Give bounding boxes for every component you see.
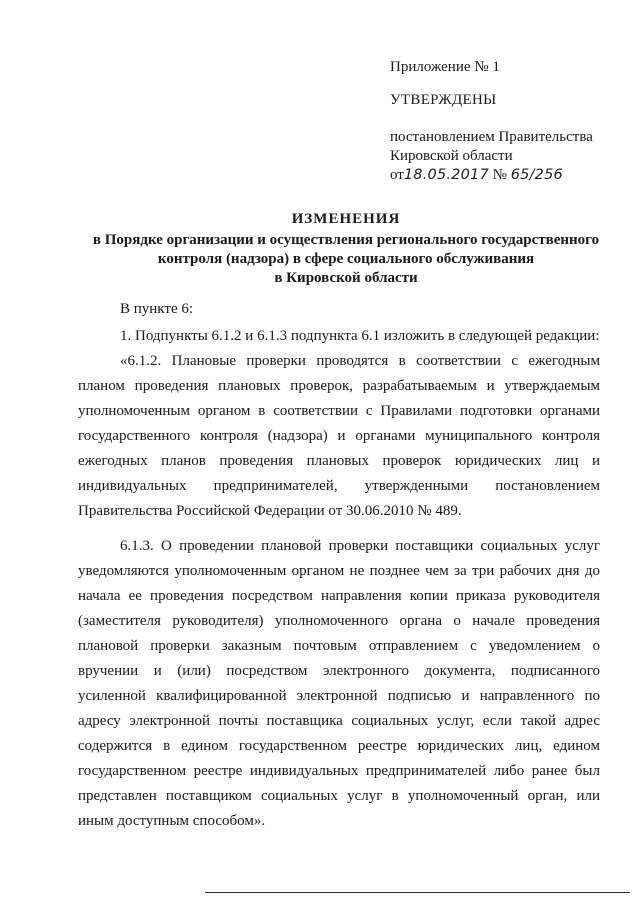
approved-label: УТВЕРЖДЕНЫ bbox=[390, 92, 497, 108]
subpoint-6-1-2-paragraph: «6.1.2. Плановые проверки проводятся в соответствии с ежегодным планом проведения плановых проверок, разрабатываемым и утверждаемым уполномоченным органом в соответствии с Правилами подготовки органами государственного контроля (надзора) и органами муниципального контроля ежегодных планов проведения плановых проверок юридических лиц и индивидуальных предпринимателей, утвержденными постановлением Правительства Российской Федерации от 30.06.2010 № 489. bbox=[78, 353, 600, 519]
document-heading bbox=[78, 210, 614, 288]
subpoint-6-1-3-paragraph: 6.1.3. О проведении плановой проверки поставщики социальных услуг уведомляются уполномоченным органом не позднее чем за три рабочих дня до начала ее проведения посредством направления копии приказа руководителя (заместителя руководителя) уполномоченного органа о начале проведения плановой проверки заказным почтовым отправлением с уведомлением о вручении и (или) посредством электронного документа, подписанного усиленной квалифицированной электронной подписью и направленного по адресу электронной почты поставщика социальных услуг, если такой адрес содержится в едином государственном реестре юридических лиц, едином государственном реестре индивидуальных предпринимателей либо ранее был представлен поставщиком социальных услуг в уполномоченный орган, или иным доступным способом». bbox=[78, 538, 600, 829]
region-line: Кировской области bbox=[390, 148, 513, 164]
number-prefix: № bbox=[488, 167, 511, 183]
heading-title: ИЗМЕНЕНИЯ bbox=[291, 211, 401, 227]
point-intro: В пункте 6: bbox=[120, 301, 194, 317]
appendix-label: Приложение № 1 bbox=[390, 59, 500, 75]
heading-line-1: в Порядке организации и осуществления регионального государственного bbox=[92, 232, 600, 248]
heading-line-3: в Кировской области bbox=[274, 270, 418, 286]
item-1-paragraph: 1. Подпункты 6.1.2 и 6.1.3 подпункта 6.1 изложить в следующей редакции: bbox=[120, 328, 600, 344]
handwritten-number: 65/256 bbox=[510, 167, 563, 183]
approval-block bbox=[390, 58, 630, 185]
handwritten-date: 18.05.2017 bbox=[403, 167, 489, 183]
document-body bbox=[78, 297, 600, 834]
decree-date-line bbox=[390, 166, 630, 185]
heading-line-2: контроля (надзора) в сфере социального обслуживания bbox=[157, 251, 535, 267]
date-prefix: от bbox=[390, 167, 404, 183]
bottom-divider bbox=[205, 892, 630, 893]
decree-line: постановлением Правительства bbox=[390, 129, 593, 145]
